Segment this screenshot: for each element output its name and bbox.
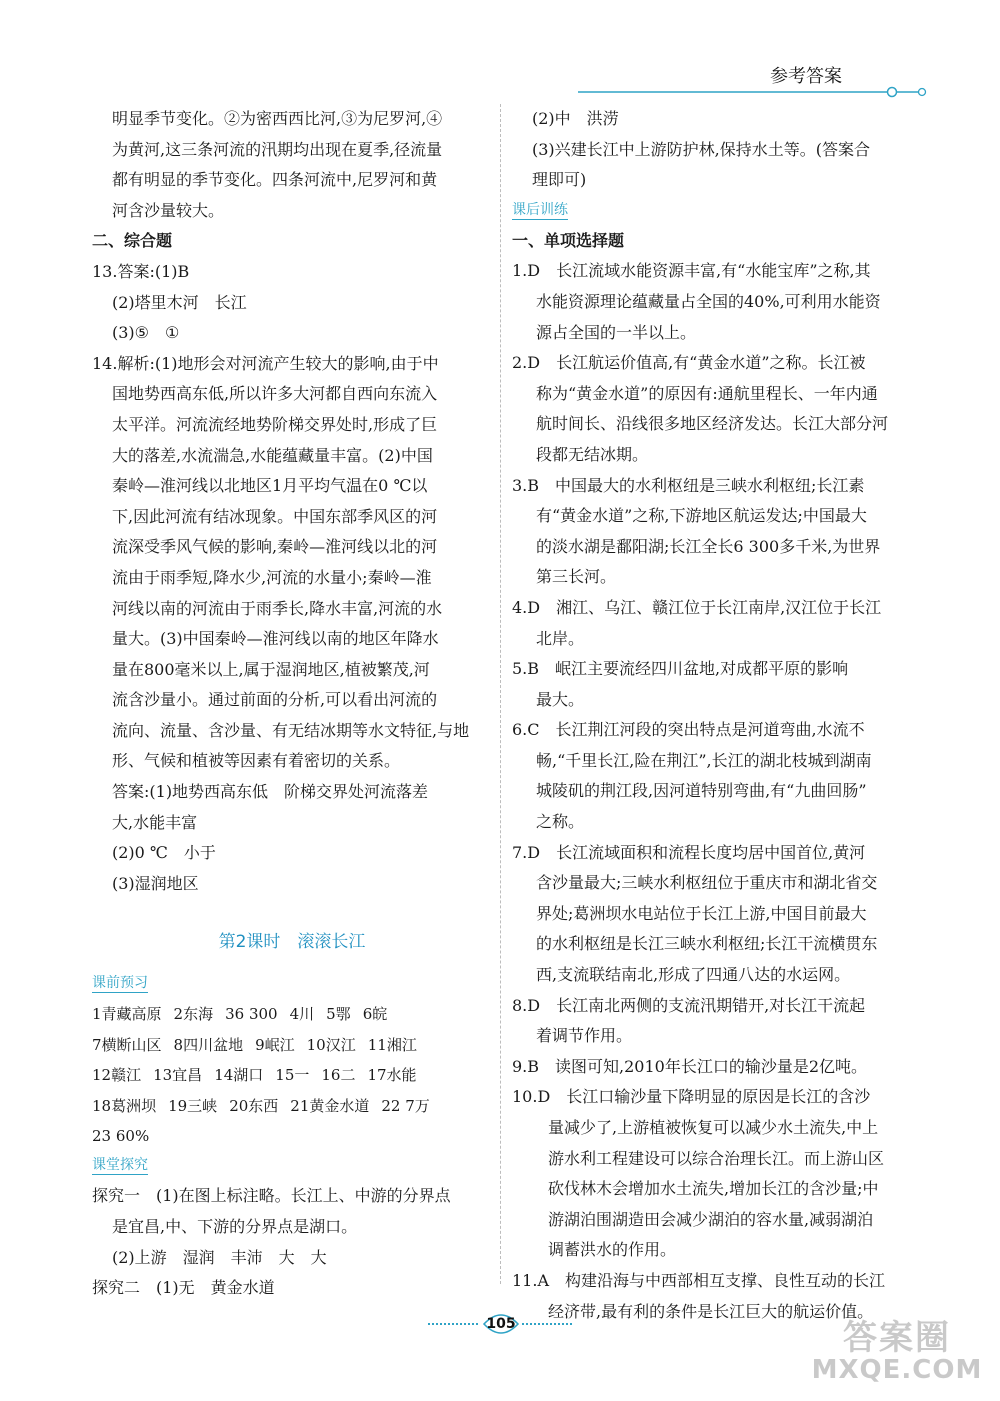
text-line: (3)兴建长江中上游防护林,保持水土等。(答案合 — [532, 139, 870, 159]
text-line: 水能资源理论蕴藏量占全国的40%,可利用水能资 — [536, 291, 881, 311]
text-line: 畅,“千里长江,险在荆江”,长江的湖北枝城到湖南 — [536, 750, 872, 770]
text-line: 界处;葛洲坝水电站位于长江上游,中国目前最大 — [536, 903, 867, 923]
preview-tag — [92, 969, 492, 999]
text-line: 称为“黄金水道”的原因有:通航里程长、一年内通 — [536, 383, 878, 403]
text-line: 西,支流联结南北,形成了四通八达的水运网。 — [536, 965, 851, 985]
vocab-grid — [92, 999, 492, 1151]
text-line: 量在800毫米以上,属于湿润地区,植被繁茂,河 — [112, 659, 430, 679]
text-line: 游湖泊围湖造田会减少湖泊的容水量,减弱湖泊 — [548, 1209, 874, 1229]
text-line: 流由于雨季短,降水少,河流的水量小;秦岭—淮 — [112, 567, 432, 587]
text-line: (2)上游 湿润 丰沛 大 大 — [112, 1247, 327, 1267]
text-line: 北岸。 — [536, 628, 585, 648]
text-line: 10.D 长江口输沙量下降明显的原因是长江的含沙 — [512, 1087, 871, 1107]
vocab-row — [92, 1060, 492, 1090]
text-line: 为黄河,这三条河流的汛期均出现在夏季,径流量 — [112, 139, 443, 159]
text-line: (2)塔里木河 长江 — [112, 292, 247, 312]
section-single-choice: 一、单项选择题 — [512, 230, 625, 250]
vocab-row — [92, 1091, 492, 1121]
vocab-item: 4川 — [289, 1005, 315, 1024]
vocab-item: 21黄金水道 — [290, 1096, 370, 1115]
text-line: 最大。 — [536, 689, 585, 709]
text-line: 之称。 — [536, 812, 585, 832]
single-choice-answers — [512, 256, 910, 1327]
watermark-logo — [802, 1310, 992, 1385]
vocab-item: 19三峡 — [168, 1096, 218, 1115]
explore-lines — [92, 1181, 492, 1303]
text-line: 的水利枢纽是长江三峡水利枢纽;长江干流横贯东 — [536, 934, 878, 954]
text-line: 理即可) — [532, 170, 587, 190]
text-line: 流向、流量、含沙量、有无结冰期等水文特征,与地 — [112, 720, 470, 740]
text-line: 游水利工程建设可以综合治理长江。而上游山区 — [548, 1148, 885, 1168]
text-line: 大的落差,水流湍急,水能蕴藏量丰富。(2)中国 — [112, 445, 433, 465]
text-line: 明显季节变化。②为密西西比河,③为尼罗河,④ — [112, 109, 443, 128]
vocab-row — [92, 1030, 492, 1060]
left-answer-lines — [92, 104, 492, 899]
vocab-item: 12赣江 — [92, 1066, 142, 1085]
vocab-item: 11湘江 — [367, 1035, 417, 1054]
page-number: 105 — [486, 1316, 516, 1332]
text-line: (2)0 ℃ 小于 — [112, 843, 216, 863]
text-line: 段都无结冰期。 — [536, 444, 649, 464]
text-line: 太平洋。河流流经地势阶梯交界处时,形成了巨 — [112, 414, 438, 434]
text-line: 4.D 湘江、乌江、赣江位于长江南岸,汉江位于长江 — [512, 597, 882, 617]
text-line: 砍伐林木会增加水土流失,增加长江的含沙量;中 — [548, 1179, 879, 1199]
text-line: 形、气候和植被等因素有着密切的关系。 — [112, 751, 401, 771]
vocab-row — [92, 999, 492, 1029]
vocab-item: 20东西 — [229, 1096, 279, 1115]
vocab-item: 16二 — [321, 1066, 356, 1085]
vocab-item: 23 60% — [92, 1127, 150, 1146]
text-line: 城陵矶的荆江段,因河道特别弯曲,有“九曲回肠” — [536, 781, 867, 801]
text-line: 河线以南的河流由于雨季长,降水丰富,河流的水 — [112, 598, 443, 618]
vocab-item: 2东海 — [173, 1005, 214, 1024]
text-line: 河含沙量较大。 — [112, 200, 225, 220]
text-line: 大,水能丰富 — [112, 812, 198, 832]
text-line: 秦岭—淮河线以北地区1月平均气温在0 ℃以 — [112, 476, 428, 496]
text-line: 14.解析:(1)地形会对河流产生较大的影响,由于中 — [92, 353, 439, 373]
text-line: 8.D 长江南北两侧的支流汛期错开,对长江干流起 — [512, 995, 866, 1015]
vocab-item: 6皖 — [362, 1005, 388, 1024]
text-line: 量减少了,上游植被恢复可以减少水土流失,中上 — [548, 1118, 879, 1137]
text-line: 是宜昌,中、下游的分界点是湖口。 — [112, 1217, 358, 1237]
text-line: 航时间长、沿线很多地区经济发达。长江大部分河 — [536, 414, 889, 434]
vocab-item: 13宜昌 — [153, 1066, 203, 1085]
text-line: 11.A 构建沿海与中西部相互支撑、良性互动的长江 — [512, 1270, 886, 1290]
text-line: 有“黄金水道”之称,下游地区航运发达;中国最大 — [536, 506, 867, 526]
vocab-item: 10汉江 — [306, 1035, 356, 1054]
header-decoration — [578, 84, 938, 100]
preview-tag-label: 课前预习 — [92, 975, 148, 992]
vocab-item: 8四川盆地 — [173, 1035, 244, 1054]
text-line: 源占全国的一半以上。 — [536, 322, 697, 342]
text-line: 9.B 读图可知,2010年长江口的输沙量是2亿吨。 — [512, 1056, 868, 1076]
vocab-item: 9岷江 — [255, 1035, 295, 1054]
vocab-item: 22 7万 — [381, 1096, 430, 1115]
vocab-item: 5鄂 — [326, 1005, 351, 1024]
watermark-line1: 答案圈 — [843, 1318, 951, 1358]
text-line: 国地势西高东低,所以许多大河都自西向东流入 — [112, 384, 438, 404]
text-line: 探究一 (1)在图上标注略。长江上、中游的分界点 — [92, 1186, 451, 1206]
text-line: 流含沙量小。通过前面的分析,可以看出河流的 — [112, 690, 438, 710]
lesson-title: 第2课时 滚滚长江 — [218, 932, 366, 953]
vocab-item: 15一 — [275, 1066, 310, 1085]
text-line: 都有明显的季节变化。四条河流中,尼罗河和黄 — [112, 170, 438, 190]
vocab-item: 17水能 — [367, 1066, 417, 1085]
text-line: 7.D 长江流域面积和流程长度均居中国首位,黄河 — [512, 842, 866, 862]
vocab-item: 18葛洲坝 — [92, 1096, 157, 1115]
text-line: 下,因此河流有结冰现象。中国东部季风区的河 — [112, 506, 438, 526]
right-top-lines — [512, 104, 910, 196]
watermark-line2: MXQE.COM — [811, 1355, 983, 1385]
text-line: 二、综合题 — [92, 231, 173, 251]
vocab-item: 1青藏高原 — [92, 1005, 162, 1024]
right-column — [512, 104, 910, 1327]
text-line: 1.D 长江流域水能资源丰富,有“水能宝库”之称,其 — [512, 261, 871, 281]
left-column — [92, 104, 492, 1304]
text-line: 6.C 长江荆江河段的突出特点是河道弯曲,水流不 — [512, 720, 865, 740]
text-line: 调蓄洪水的作用。 — [548, 1240, 677, 1260]
text-line: 着调节作用。 — [536, 1026, 633, 1046]
text-line: 经济带,最有利的条件是长江巨大的航运价值。 — [548, 1301, 874, 1321]
text-line: 探究二 (1)无 黄金水道 — [92, 1278, 275, 1298]
text-line: 第三长河。 — [536, 567, 617, 587]
text-line: 的淡水湖是鄱阳湖;长江全长6 300多千米,为世界 — [536, 536, 881, 556]
after-tag — [512, 196, 910, 226]
text-line: 2.D 长江航运价值高,有“黄金水道”之称。长江被 — [512, 353, 866, 373]
text-line: (3)⑤ ① — [112, 323, 180, 343]
text-line: 3.B 中国最大的水利枢纽是三峡水利枢纽;长江素 — [512, 475, 865, 495]
class-tag — [92, 1151, 492, 1181]
vocab-item: 7横断山区 — [92, 1035, 162, 1054]
text-line: (3)湿润地区 — [112, 873, 199, 893]
after-tag-label: 课后训练 — [512, 201, 568, 218]
text-line: 5.B 岷江主要流经四川盆地,对成都平原的影响 — [512, 659, 849, 679]
header-title: 参考答案 — [770, 66, 842, 87]
text-line: 答案:(1)地势西高东低 阶梯交界处河流落差 — [112, 782, 429, 802]
column-divider — [500, 104, 501, 1284]
vocab-item: 14湖口 — [214, 1066, 264, 1085]
text-line: 量大。(3)中国秦岭—淮河线以南的地区年降水 — [112, 629, 439, 649]
class-tag-label: 课堂探究 — [92, 1157, 148, 1174]
text-line: 流深受季风气候的影响,秦岭—淮河线以北的河 — [112, 537, 438, 557]
vocab-item: 36 300 — [225, 1005, 278, 1024]
text-line: 13.答案:(1)B — [92, 261, 190, 281]
text-line: 含沙量最大;三峡水利枢纽位于重庆市和湖北省交 — [536, 873, 878, 893]
text-line: (2)中 洪涝 — [532, 109, 619, 128]
vocab-row — [92, 1121, 492, 1151]
